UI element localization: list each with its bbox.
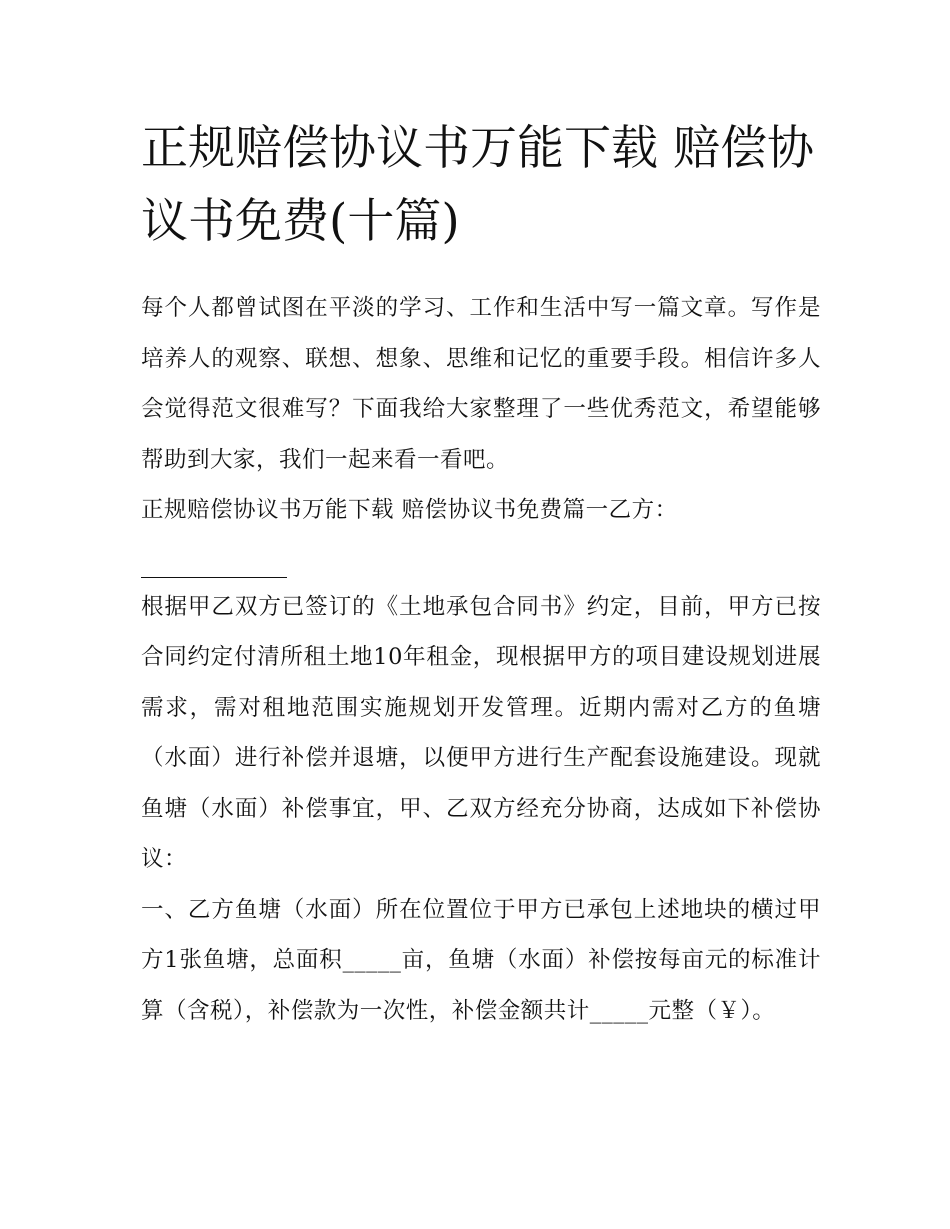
document-body <box>141 283 821 1036</box>
document-title: 正规赔偿协议书万能下载 赔偿协议书免费(十篇) <box>141 121 814 249</box>
agreement-paragraph-1: 根据甲乙双方已签订的《土地承包合同书》约定，目前，甲方已按合同约定付清所租土地10年租金，现根据甲方的项目建设规划进展需求，需对租地范围实施规划开发管理。近期内需对乙方的鱼塘（水面）进行补偿并退塘，以便甲方进行生产配套设施建设。现就鱼塘（水面）补偿事宜，甲、乙双方经充分协商，达成如下补偿协议： <box>141 593 821 872</box>
intro-paragraph: 每个人都曾试图在平淡的学习、工作和生活中写一篇文章。写作是培养人的观察、联想、想象、思维和记忆的重要手段。相信许多人会觉得范文很难写？下面我给大家整理了一些优秀范文，希望能够帮助到大家，我们一起来看一看吧。 <box>141 295 821 473</box>
agreement-paragraph-2: 一、乙方鱼塘（水面）所在位置位于甲方已承包上述地块的横过甲方1张鱼塘，总面积_____亩，鱼塘（水面）补偿按每亩元的标准计算（含税），补偿款为一次性，补偿金额共计_____元整（￥）。 <box>141 896 821 1024</box>
section-heading: 正规赔偿协议书万能下载 赔偿协议书免费篇一乙方： <box>141 497 678 523</box>
document-page <box>141 112 821 1036</box>
